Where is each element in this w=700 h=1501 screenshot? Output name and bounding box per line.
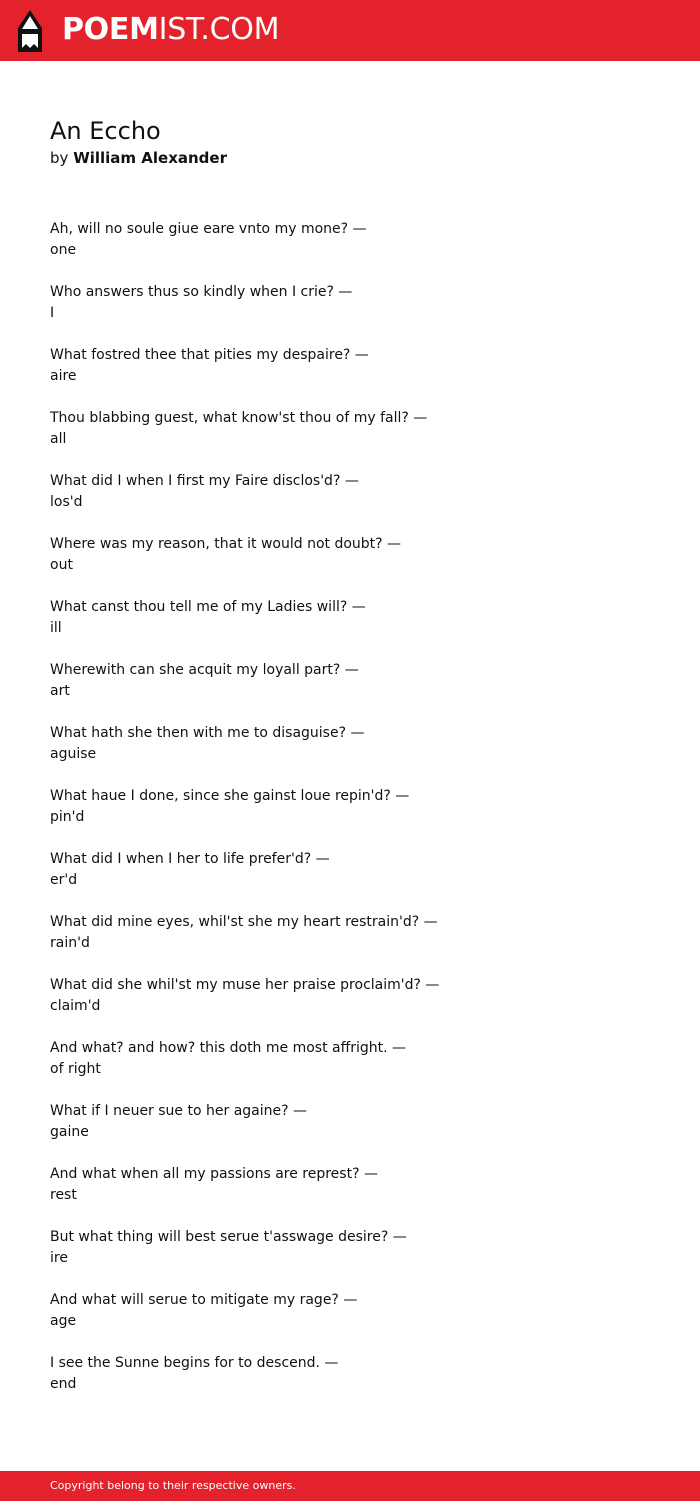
pencil-logo-icon[interactable] [18,10,42,52]
stanza [50,345,650,387]
stanza-question: What did I when I first my Faire disclos'd? — [50,473,359,489]
stanza-echo: all [50,431,67,447]
stanza-question: But what thing will best serue t'asswage desire? — [50,1229,407,1245]
stanza-echo: er'd [50,872,78,888]
stanza-question: Thou blabbing guest, what know'st thou of my fall? — [50,410,428,426]
stanza [50,408,650,450]
stanza-echo: rest [50,1187,77,1203]
stanza-echo: los'd [50,494,83,510]
by-label: by [50,149,69,167]
stanza [50,282,650,324]
stanza-echo: of right [50,1061,101,1077]
stanza-question: And what when all my passions are represt? — [50,1166,378,1182]
stanza [50,1227,650,1269]
stanza-question: What did I when I her to life prefer'd? — [50,851,330,867]
stanza [50,723,650,765]
stanza [50,975,650,1017]
stanza-question: Wherewith can she acquit my loyall part? — [50,662,359,678]
stanza-question: Ah, will no soule giue eare vnto my mone? — [50,221,367,237]
stanza-echo: aguise [50,746,97,762]
stanza [50,1290,650,1332]
stanza [50,1353,650,1395]
stanza-question: What did mine eyes, whil'st she my heart restrain'd? — [50,914,438,930]
stanza-echo: art [50,683,70,699]
stanza-echo: end [50,1376,77,1392]
stanza-question: What did she whil'st my muse her praise proclaim'd? — [50,977,440,993]
stanza [50,1038,650,1080]
stanza [50,219,650,261]
stanza [50,534,650,576]
stanza-question: What canst thou tell me of my Ladies will? — [50,599,366,615]
stanza-question: What hath she then with me to disaguise? — [50,725,365,741]
stanza-echo: one [50,242,77,258]
stanza-question: I see the Sunne begins for to descend. — [50,1355,339,1371]
stanza-question: What fostred thee that pities my despaire? — [50,347,369,363]
stanza-question: Where was my reason, that it would not doubt? — [50,536,402,552]
stanza [50,786,650,828]
stanza-question: What haue I done, since she gainst loue repin'd? — [50,788,410,804]
stanza-question: And what? and how? this doth me most affright. — [50,1040,407,1056]
poem-title: An Eccho [50,117,161,145]
stanza-echo: pin'd [50,809,85,825]
author-name: William Alexander [73,149,227,167]
stanza-echo: gaine [50,1124,89,1140]
logo-text-light: IST.COM [158,12,280,47]
stanza [50,471,650,513]
poem-byline [50,148,650,169]
stanza [50,597,650,639]
stanza [50,912,650,954]
stanza-echo: age [50,1313,77,1329]
site-footer [0,1471,700,1501]
stanza-echo: ire [50,1250,68,1266]
stanza [50,849,650,891]
site-header [0,0,700,61]
stanza-echo: aire [50,368,77,384]
site-logo-link[interactable] [62,11,279,49]
logo-text-bold: POEM [62,12,159,47]
stanza-echo: claim'd [50,998,101,1014]
stanza-question: And what will serue to mitigate my rage? — [50,1292,358,1308]
stanza-echo: rain'd [50,935,90,951]
copyright-notice: Copyright belong to their respective owners. [50,1479,296,1492]
stanza-question: Who answers thus so kindly when I crie? — [50,284,353,300]
poem-body [50,219,650,1395]
stanza-echo: ill [50,620,62,636]
stanza-question: What if I neuer sue to her againe? — [50,1103,307,1119]
poem-content [50,116,650,1416]
stanza-echo: out [50,557,73,573]
stanza-echo: I [50,305,55,321]
stanza [50,1164,650,1206]
stanza [50,660,650,702]
stanza [50,1101,650,1143]
